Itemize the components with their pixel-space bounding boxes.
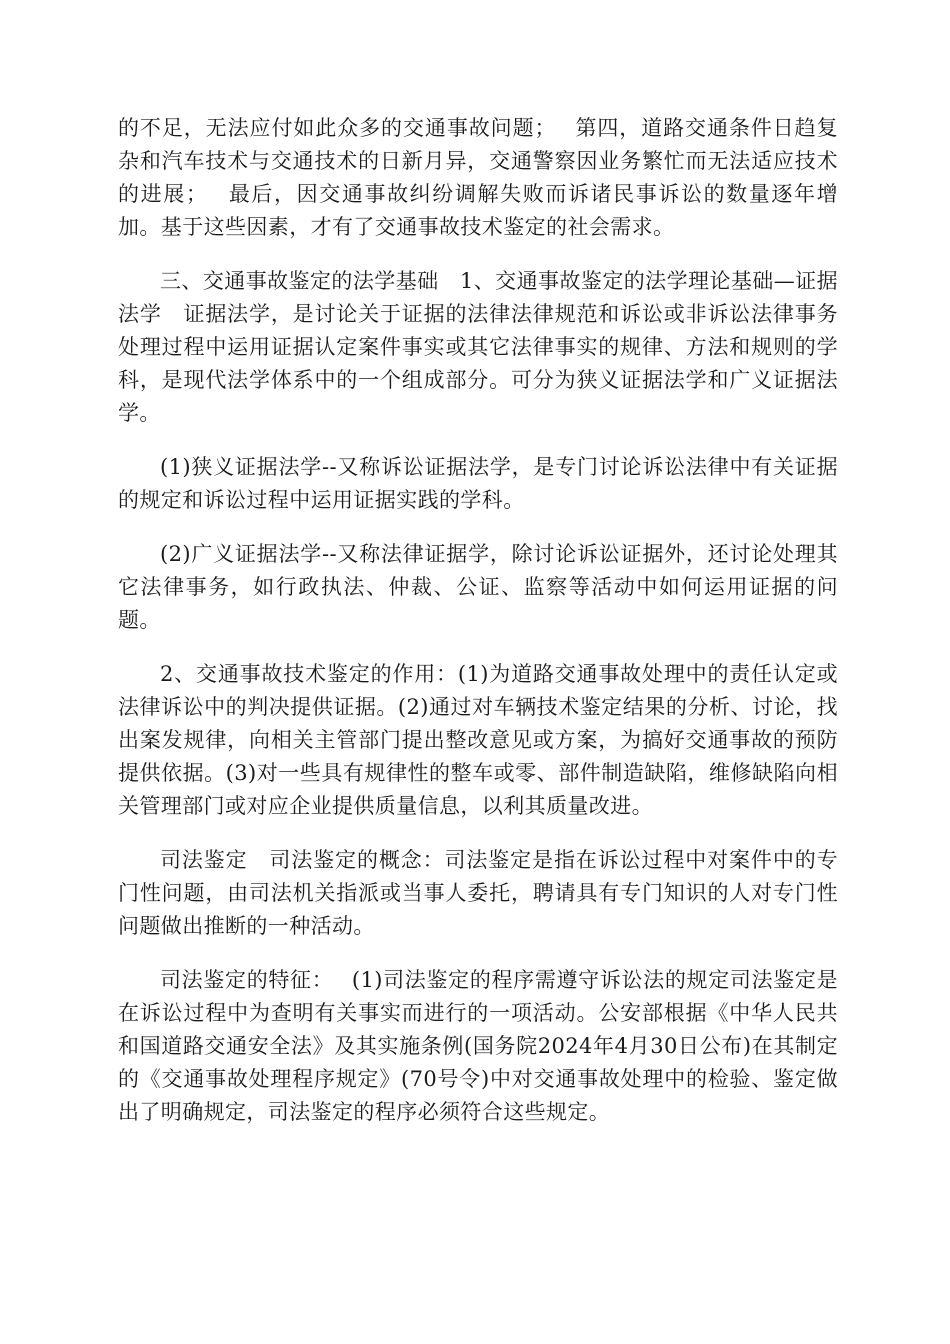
paragraph-1: 的不足，无法应付如此众多的交通事故问题； 第四，道路交通条件日趋复杂和汽车技术与交通技术的日新月异，交通警察因业务繁忙而无法适应技术的进展； 最后，因交通事故纠纷调解失败而诉诸民事诉讼的数量逐年增加。基于这些因素，才有了交通事故技术鉴定的社会需求。 — [118, 116, 838, 239]
document-body — [118, 112, 838, 1150]
paragraph-5: 2、交通事故技术鉴定的作用：(1)为道路交通事故处理中的责任认定或法律诉讼中的判决提供证据。(2)通过对车辆技术鉴定结果的分析、讨论，找出案发规律，向相关主管部门提出整改意见或方案，为搞好交通事故的预防提供依据。(3)对一些具有规律性的整车或零、部件制造缺陷，维修缺陷向相关管理部门或对应企业提供质量信息，以利其质量改进。 — [118, 662, 838, 818]
paragraph-4: (2)广义证据法学--又称法律证据学，除讨论诉讼证据外，还讨论处理其它法律事务，如行政执法、仲裁、公证、监察等活动中如何运用证据的问题。 — [118, 542, 838, 632]
paragraph-3: (1)狭义证据法学--又称诉讼证据法学，是专门讨论诉讼法律中有关证据的规定和诉讼过程中运用证据实践的学科。 — [118, 455, 838, 512]
paragraph-7: 司法鉴定的特征： (1)司法鉴定的程序需遵守诉讼法的规定司法鉴定是在诉讼过程中为查明有关事实而进行的一项活动。公安部根据《中华人民共和国道路交通安全法》及其实施条例(国务院2024年4月30日公布)在其制定的《交通事故处理程序规定》(70号令)中对交通事故处理中的检验、鉴定做出了明确规定，司法鉴定的程序必须符合这些规定。 — [118, 968, 838, 1124]
paragraph-2: 三、交通事故鉴定的法学基础 1、交通事故鉴定的法学理论基础—证据法学 证据法学，是讨论关于证据的法律法律规范和诉讼或非诉讼法律事务处理过程中运用证据认定案件事实或其它法律事实的规律、方法和规则的学科，是现代法学体系中的一个组成部分。可分为狭义证据法学和广义证据法学。 — [118, 269, 838, 425]
paragraph-6: 司法鉴定 司法鉴定的概念：司法鉴定是指在诉讼过程中对案件中的专门性问题，由司法机关指派或当事人委托，聘请具有专门知识的人对专门性问题做出推断的一种活动。 — [118, 848, 838, 938]
